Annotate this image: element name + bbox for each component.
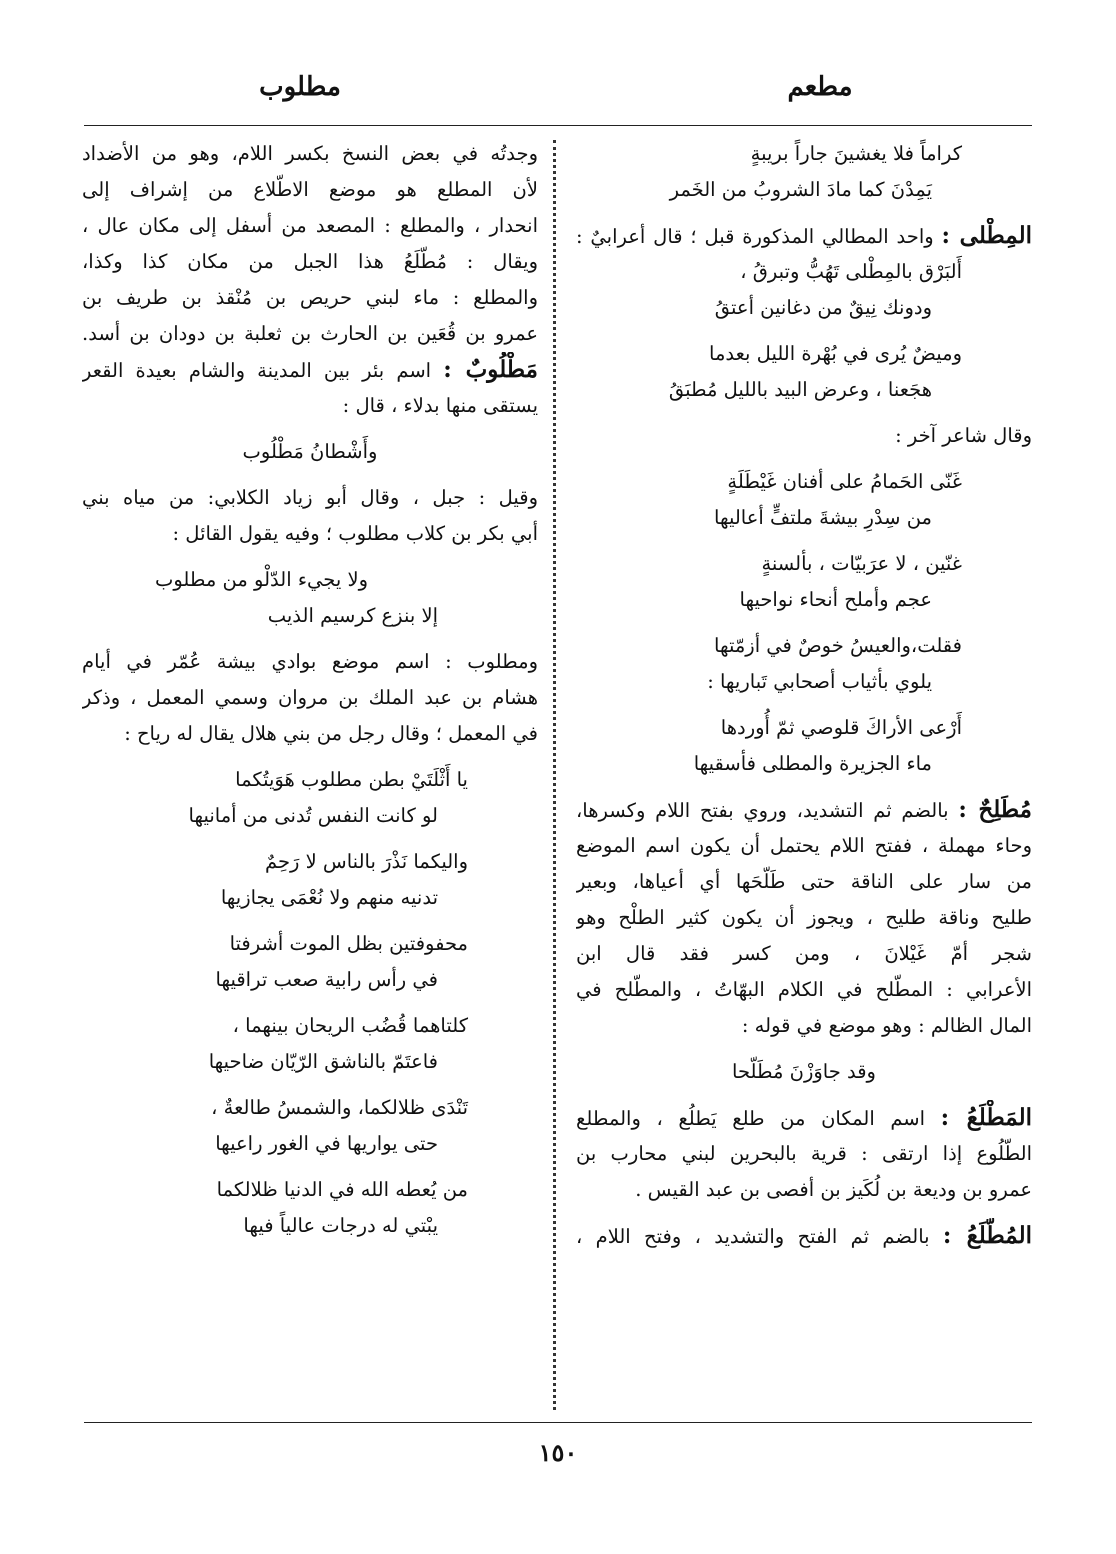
line-text: من يُعطه الله في الدنيا ظلالكما xyxy=(216,1178,468,1201)
verse-line xyxy=(82,880,538,916)
text-line xyxy=(82,480,538,516)
spacer xyxy=(576,700,1032,710)
line-text: ودونك نِيقٌ من دغانين أعتقُ xyxy=(714,296,932,319)
spacer xyxy=(576,326,1032,336)
verse-line xyxy=(576,136,1032,172)
line-text: يا أَثْلَتَيْ بطن مطلوب هَوَيتُكما xyxy=(235,768,468,791)
line-text: يلوي بأثياب أصحابي تَباريها : xyxy=(707,670,932,693)
text-line xyxy=(82,208,538,244)
spacer xyxy=(576,1208,1032,1218)
line-text: وقيل : جبل ، وقال أبو زياد الكلابي: من مياه بني xyxy=(82,486,538,509)
text-line xyxy=(576,900,1032,936)
line-text: في المعمل ؛ وقال رجل من بني هلال يقال له رياح : xyxy=(124,722,538,745)
verse-line xyxy=(576,172,1032,208)
spacer xyxy=(82,998,538,1008)
line-text: عمرو بن وديعة بن لُكَيز بن أفصى بن عبد القيس . xyxy=(635,1178,1032,1201)
line-text: وميضٌ يُرى في بُهْرة الليل بعدما xyxy=(709,342,962,365)
line-text: المال الظالم : وهو موضع في قوله : xyxy=(741,1014,1032,1037)
spacer xyxy=(576,1090,1032,1100)
text-line xyxy=(576,972,1032,1008)
verse-line xyxy=(82,598,538,634)
spacer xyxy=(82,916,538,926)
line-text: ولا يجيء الدّلْو من مطلوب xyxy=(155,568,368,591)
spacer xyxy=(576,208,1032,218)
verse-line xyxy=(82,798,538,834)
verse-line xyxy=(576,336,1032,372)
line-text: عجم وأملح أنحاء نواحيها xyxy=(739,588,932,611)
running-head-left: مطلوب xyxy=(259,72,341,102)
spacer xyxy=(576,618,1032,628)
line-text: ومطلوب : اسم موضع بوادي بيشة عُمّر في أيام xyxy=(82,650,538,673)
verse-line xyxy=(82,1044,538,1080)
verse-line xyxy=(576,746,1032,782)
verse-line xyxy=(82,562,538,598)
entry-line xyxy=(576,218,1032,254)
line-text: وجدتُه في بعض النسخ بكسر اللام، وهو من الأضداد xyxy=(82,142,538,165)
line-text: محفوفتين بظل الموت أشرفتا xyxy=(229,932,468,955)
verse-line xyxy=(576,546,1032,582)
text-line xyxy=(82,516,538,552)
line-text: أَلبَرْق بالمِطْلى تَهُبُّ وتبرقُ ، xyxy=(740,260,962,283)
text-line xyxy=(576,1054,1032,1090)
text-line xyxy=(82,172,538,208)
line-text: لو كانت النفس تُدنى من أمانيها xyxy=(188,804,438,827)
text-line xyxy=(82,316,538,352)
line-text: يستقى منها بدلاء ، قال : xyxy=(342,394,538,417)
entry-headword: المَطْلَعُ : xyxy=(940,1104,1032,1131)
line-text: وأَشْطانُ مَطْلُوب xyxy=(242,440,378,463)
spacer xyxy=(576,408,1032,418)
line-text: كلتاهما قُضُب الريحان بينهما ، xyxy=(232,1014,468,1037)
entry-line xyxy=(82,352,538,388)
line-text: تَنْدَى ظلالكما، والشمسُ طالعةٌ ، xyxy=(211,1096,468,1119)
line-text: في رأس رابية صعب تراقيها xyxy=(215,968,438,991)
line-text: يَمِدْنَ كما مادَ الشروبُ من الخَمر xyxy=(669,178,932,201)
text-line xyxy=(82,280,538,316)
spacer xyxy=(576,1044,1032,1054)
line-text: أبي بكر بن كلاب مطلوب ؛ وفيه يقول القائل : xyxy=(172,522,538,545)
text-line xyxy=(576,1136,1032,1172)
entry-line xyxy=(576,792,1032,828)
line-text: بالضم ثم التشديد، وروي بفتح اللام وكسرها، xyxy=(576,799,959,822)
line-text: غَنّى الحَمامُ على أفنان غَيْطَلَةٍ xyxy=(727,470,962,493)
spacer xyxy=(576,782,1032,792)
line-text: ويقال : مُطّلَعُ هذا الجبل من مكان كذا وكذا، xyxy=(82,250,538,273)
spacer xyxy=(576,454,1032,464)
text-line xyxy=(82,136,538,172)
line-text: الأعرابي : المطّلح في الكلام البهّاتُ ، والمطّلح في xyxy=(576,978,1032,1001)
line-text: طليح وناقة طليح ، ويجوز أن يكون كثير الطلْح وهو xyxy=(576,906,1032,929)
verse-line xyxy=(82,1126,538,1162)
verse-line xyxy=(82,1008,538,1044)
text-line xyxy=(576,936,1032,972)
entry-headword: المُطّلَعُ : xyxy=(942,1222,1032,1249)
verse-line xyxy=(82,1172,538,1208)
line-text: يبْتي له درجات عالياً فيها xyxy=(243,1214,438,1237)
entry-line xyxy=(576,1100,1032,1136)
line-text: واليكما نَذْرَ بالناس لا رَحِمٌ xyxy=(264,850,468,873)
line-text: لأن المطلع هو موضع الاطّلاع من إشراف إلى xyxy=(82,178,538,201)
line-text: واحد المطالي المذكورة قبل ؛ قال أعرابيٌ : xyxy=(576,225,942,248)
verse-line xyxy=(576,582,1032,618)
spacer xyxy=(82,834,538,844)
spacer xyxy=(82,1080,538,1090)
line-text: اسم بئر بين المدينة والشام بعيدة القعر xyxy=(82,359,444,382)
line-text: فاعتَمّ بالناشق الرّيّان ضاحيها xyxy=(208,1050,438,1073)
line-text: إلا بنزع كرسيم الذيب xyxy=(267,604,438,627)
verse-line xyxy=(82,1090,538,1126)
line-text: من سار على الناقة حتى طَلّحَها أي أعياها، وبعير xyxy=(576,870,1032,893)
left-column xyxy=(82,136,538,1254)
line-text: أَرْعى الأراكَ قلوصي ثمّ أُوردها xyxy=(720,716,962,739)
line-text: والمطلع : ماء لبني حريص بن مُنْقذ بن طريف بن xyxy=(82,286,538,309)
spacer xyxy=(82,1162,538,1172)
text-line xyxy=(82,716,538,752)
page-number: ١٥٠ xyxy=(538,1438,578,1467)
line-text: كراماً فلا يغشينَ جاراً بريبةٍ xyxy=(750,142,962,165)
verse-line xyxy=(576,290,1032,326)
line-text: ماء الجزيرة والمطلى فأسقيها xyxy=(693,752,932,775)
entry-headword: مَطْلُوبٌ : xyxy=(443,356,538,383)
verse-line xyxy=(82,1208,538,1244)
line-text: انحدار ، والمطلع : المصعد من أسفل إلى مكان عال ، xyxy=(82,214,538,237)
text-line xyxy=(82,244,538,280)
spacer xyxy=(82,1244,538,1254)
verse-line xyxy=(576,628,1032,664)
text-line xyxy=(576,1008,1032,1044)
line-text: وقال شاعر آخر : xyxy=(895,424,1032,447)
verse-line xyxy=(576,500,1032,536)
verse-line xyxy=(82,926,538,962)
column-divider xyxy=(553,140,556,1410)
line-text: تدنيه منهم ولا نُعْمَى يجازيها xyxy=(220,886,438,909)
spacer xyxy=(82,634,538,644)
verse-line xyxy=(576,254,1032,290)
verse-line xyxy=(82,962,538,998)
entry-headword: المِطْلى : xyxy=(941,222,1032,249)
verse-line xyxy=(576,664,1032,700)
text-line xyxy=(82,680,538,716)
verse-line xyxy=(82,762,538,798)
text-line xyxy=(82,644,538,680)
line-text: من سِدْرِ بيشةَ ملتفٍّ أعاليها xyxy=(714,506,932,529)
line-text: الطّلُوع إذا ارتقى : قرية بالبحرين لبني محارب بن xyxy=(576,1142,1032,1165)
verse-line xyxy=(576,710,1032,746)
line-text: شجر أمّ غَيْلانَ ، ومن كسر فقد قال ابن xyxy=(576,942,1032,965)
spacer xyxy=(82,552,538,562)
spacer xyxy=(576,536,1032,546)
line-text: فقلت،والعيسُ خوصٌ في أزمّتها xyxy=(714,634,962,657)
line-text: وحاء مهملة ، ففتح اللام يحتمل أن يكون اسم الموضع xyxy=(576,834,1032,857)
line-text: بالضم ثم الفتح والتشديد ، وفتح اللام ، xyxy=(576,1225,943,1248)
line-text: هشام بن عبد الملك بن مروان وسمي المعمل ، وذكر xyxy=(82,686,538,709)
verse-line xyxy=(576,464,1032,500)
verse-line xyxy=(82,844,538,880)
spacer xyxy=(82,470,538,480)
line-text: اسم المكان من طلع يَطلُع ، والمطلع xyxy=(576,1107,941,1130)
text-line xyxy=(82,434,538,470)
bottom-rule xyxy=(84,1422,1032,1423)
running-head-right: مطعم xyxy=(787,72,853,102)
line-text: هجَعنا ، وعرض البيد بالليل مُطبَقُ xyxy=(668,378,932,401)
entry-line xyxy=(576,1218,1032,1254)
verse-line xyxy=(576,372,1032,408)
line-text: حتى يواريها في الغور راعيها xyxy=(215,1132,438,1155)
text-line xyxy=(576,864,1032,900)
right-column xyxy=(576,136,1032,1254)
line-text: وقد جاوَزْنَ مُطَلّحا xyxy=(732,1060,876,1083)
text-line xyxy=(576,418,1032,454)
spacer xyxy=(82,424,538,434)
line-text: عمرو بن قُعَين بن الحارث بن ثعلبة بن دودان بن أسد. xyxy=(82,322,538,345)
top-rule xyxy=(84,125,1032,126)
text-line xyxy=(576,1172,1032,1208)
text-line xyxy=(82,388,538,424)
text-line xyxy=(576,828,1032,864)
line-text: غنّين ، لا عرَبيّات ، بألسنةٍ xyxy=(761,552,962,575)
entry-headword: مُطَلِحٌ : xyxy=(958,796,1032,823)
spacer xyxy=(82,752,538,762)
